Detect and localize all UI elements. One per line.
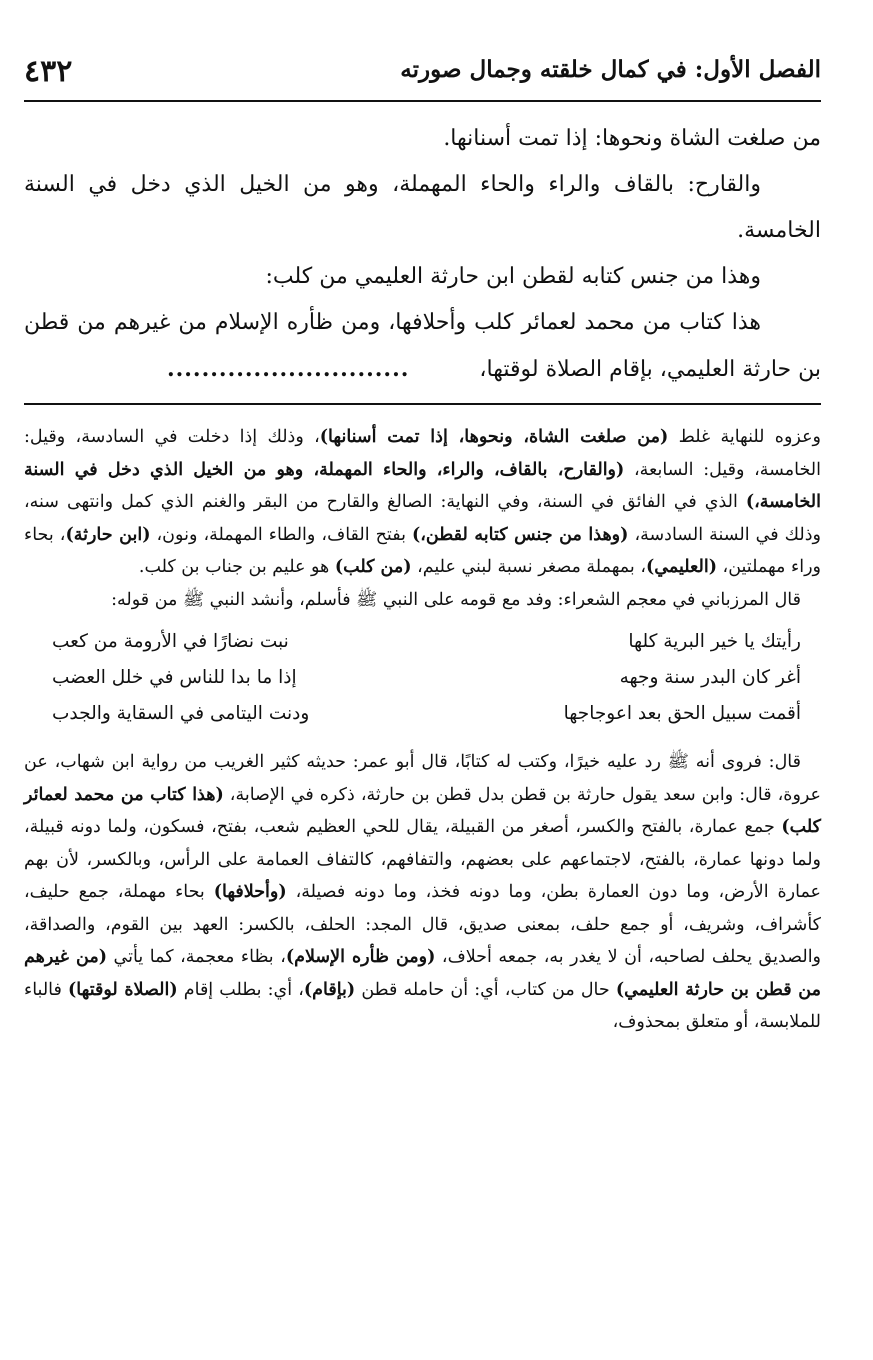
ellipsis-dots: ............................: [166, 356, 410, 382]
quoted-matn: (من كلب): [334, 557, 412, 577]
poem-verse: [52, 624, 801, 660]
verse-first-hemistich: أغر كان البدر سنة وجهه: [619, 667, 801, 688]
main-text: [24, 116, 821, 393]
quoted-matn: (بإقام): [303, 979, 356, 1000]
verse-first-hemistich: أقمت سبيل الحق بعد اعوجاجها: [563, 703, 801, 724]
book-page: [24, 50, 821, 1360]
text-run: ، بظاء معجمة، كما يأتي: [107, 947, 286, 967]
text-run: الذي في الفائق في السنة، وفي النهاية: الصالغ والقارح من البقر والغنم الذي كمل وانتهى سنه، وذلك في السنة السادسة،: [24, 492, 821, 545]
text-run: جمع عمارة، بالفتح والكسر، أصغر من القبيلة، يقال للحي العظيم شعب، بفتح، فسكون، ولما دونه قبيلة، ولما دونها عمارة، بالفتح، لاجتماعهم على بعضهم، والتفافهم، كالتفاف العمامة على الرأس، وبالكسر، لأن بهم عمارة الأرض، وما دون العمارة بطن، وما دونه فخذ، وما دونه فصيلة،: [24, 817, 821, 902]
verse-second-hemistich: نبت نضارًا في الأرومة من كعب: [52, 631, 289, 652]
separator-rule: [24, 403, 821, 405]
running-title: الفصل الأول: في كمال خلقته وجمال صورته: [400, 56, 821, 83]
quoted-matn: (وأحلافها): [213, 882, 287, 902]
text-run: بحاء مهملة، جمع حليف، كأشراف، وشريف، أو جمع حلف، بمعنى صديق، قال المجد: الحلف، بالكسر: العهد بين القوم، والصداقة، والصديق يحلف لصاحبه، أن لا يغدر به، جمعه أحلاف،: [24, 882, 822, 967]
text-run: هو عليم بن جناب بن كلب.: [138, 557, 335, 577]
quoted-matn: (من صلغت الشاة، ونحوها، إذا تمت أسنانها): [319, 427, 669, 447]
quoted-matn: (وهذا من جنس كتابه لقطن،): [412, 524, 629, 545]
quoted-matn: (الصلاة لوقتها): [68, 979, 178, 1000]
page-header: [24, 50, 821, 102]
text-run: وعزوه للنهاية غلط: [668, 427, 821, 447]
text-run: حال من كتاب، أي: أن حامله قطن: [355, 979, 616, 1000]
text-run: ، وذلك إذا دخلت في السادسة، وقيل: الخامسة، وقيل: السابعة،: [24, 427, 821, 480]
quoted-matn: (ومن ظأره الإسلام): [285, 947, 436, 967]
quoted-matn: (من غيرهم من قطن بن حارثة العليمي): [24, 947, 821, 1000]
matn-line-1: من صلغت الشاة ونحوها: إذا تمت أسنانها.: [443, 126, 821, 151]
quoted-matn: (والقارح، بالقاف، والراء، والحاء المهملة، وهو من الخيل الذي دخل في السنة الخامسة،): [24, 459, 821, 512]
text-run: ، أي: بطلب إقام: [177, 979, 304, 1000]
commentary-paragraph-2: قال المرزباني في معجم الشعراء: وفد مع قومه على النبي ﷺ فأسلم، وأنشد النبي ﷺ من قوله:: [111, 589, 801, 610]
matn-line-4: [24, 300, 821, 393]
text-run: ، بمهملة مصغر نسبة لبني عليم،: [411, 557, 646, 577]
page-number: ٤٣٢: [24, 54, 73, 89]
commentary: [24, 421, 821, 1039]
text-run: ، بحاء وراء مهملتين،: [24, 524, 821, 577]
matn-line-2: والقارح: بالقاف والراء والحاء المهملة، وهو من الخيل الذي دخل في السنة الخامسة.: [24, 172, 821, 243]
text-run: قال: فروى أنه ﷺ رد عليه خيرًا، وكتب له كتابًا، قال أبو عمر: حديثه كثير الغريب من رواية ابن شهاب، عن عروة، قال: وابن سعد يقول حارثة بن قطن بدل قطن بن حارثة، ذكره في الإصابة،: [24, 752, 821, 805]
verse-second-hemistich: ودنت اليتامى في السقاية والجدب: [52, 703, 310, 724]
poem-verse: [52, 696, 801, 732]
poem: [52, 624, 801, 732]
poem-verse: [52, 660, 801, 696]
quoted-matn: (ابن حارثة): [65, 524, 151, 545]
commentary-paragraph-1: [24, 421, 821, 584]
verse-second-hemistich: إذا ما بدا للناس في خلل العضب: [52, 667, 297, 688]
quoted-matn: (هذا كتاب من محمد لعمائر كلب): [24, 784, 821, 837]
matn-line-4-text: هذا كتاب من محمد لعمائر كلب وأحلافها، ومن ظأره الإسلام من غيرهم من قطن بن حارثة العليمي، بإقام الصلاة لوقتها،: [24, 310, 821, 382]
matn-line-3: وهذا من جنس كتابه لقطن ابن حارثة العليمي من كلب:: [265, 264, 761, 289]
commentary-paragraph-3: [24, 746, 821, 1039]
quoted-matn: (العليمي): [646, 557, 717, 577]
verse-first-hemistich: رأيتك يا خير البرية كلها: [628, 631, 801, 652]
text-run: بفتح القاف، والطاء المهملة، ونون،: [150, 524, 412, 545]
text-run: فالباء للملابسة، أو متعلق بمحذوف،: [24, 979, 821, 1032]
